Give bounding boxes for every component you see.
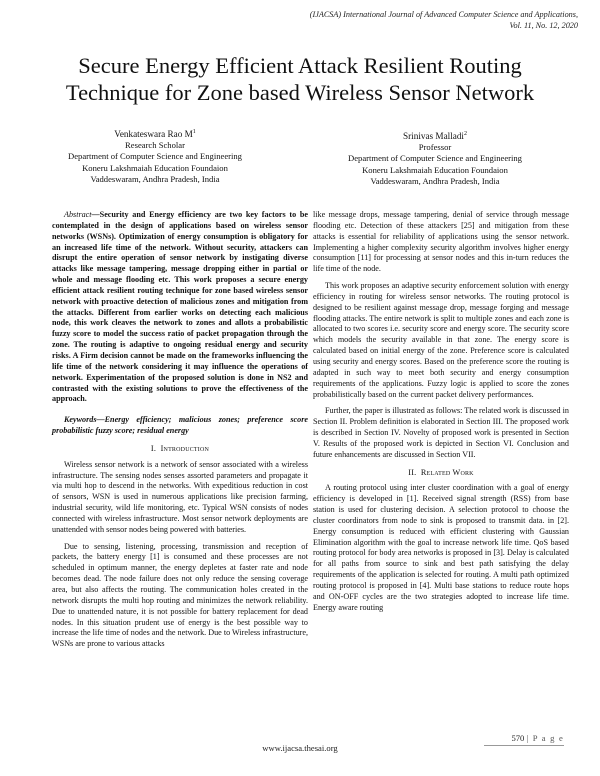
journal-name: (IJACSA) International Journal of Advanced Computer Science and Applications, [309, 10, 578, 19]
left-column [52, 210, 308, 650]
section-heading-introduction: I. Introduction [150, 443, 210, 453]
body-paragraph: Wireless sensor network is a network of sensor associated with a wireless infrastructure. The sensing nodes senses assorted parameters and propagate it via multi hop to descend in the networks. With expeditious reduction in cost of sensors, WSN is used in numerous applications like precision farming, industrial security, wild life monitoring, etc. Typical WSN consists of nodes connected with wireless infrastructure. Most sensor network deployments are unattended with sensor nodes being powered with batteries. [52, 459, 308, 534]
body-paragraph: Further, the paper is illustrated as follows: The related work is discussed in Section II. Problem definition is elaborated in Section III. The proposed work is described in Section IV. Novelty of proposed work is presented in Section V. Results of the proposed work is depicted in Section VI. Conclusion and future enhancements are discussed in Section VII. [313, 406, 569, 459]
author-department: Department of Computer Science and Engineering [68, 151, 242, 162]
page-number: 570 | P a g e [511, 733, 564, 743]
title-line-2: Technique for Zone based Wireless Sensor Network [65, 80, 535, 105]
body-paragraph: like message drops, message tampering, denial of service through message flooding etc. Detection of these attackers [25] and mitigation from these attacks is essential for reliability of applications using the sensor network. Implementing a higher complexity security algorithm involves higher energy consumption [11] for processing at sensor nodes and this in-turn reduces the life time of the node. [313, 210, 569, 274]
body-paragraph: Due to sensing, listening, processing, transmission and reception of packets, the battery energy [1] is consumed and these processes are not scheduled in optimum manner, the energy depletes at faster rate and node becomes dead. The node failure does not only reduce the sensing coverage area, but also affects the routing. The communication holes created in the network disrupts the multi hop routing and minimizes the network reliability. Due to unattended nature, it is not possible for battery replacement for dead nodes. In this situation prudent use of energy is the best possible way to increase the life time of nodes and the network. Due to Wireless infrastructure, WSNs are prone to various attacks [52, 541, 308, 649]
author-organization: Koneru Lakshmaiah Education Foundaion [82, 162, 228, 173]
section-heading-related-work: II. Related Work [408, 467, 474, 477]
abstract-text: —Security and Energy efficiency are two key factors to be contemplated in the design of applications based on wireless sensor networks (WSNs). Optimization of energy consumption is obligatory for an increased life time of the network. Without security, attackers can disrupt the entire operation of sensor network by instigating diverse attacks like message tampering, message dropping either in partial or whole and message flooding etc. This work proposes a secure energy efficient attack resilient routing technique for zone based wireless sensor network with proactive detection of malicious zones and mitigation from the attacks. Different from earlier works on detecting each malicious node, this work cleaves the network to zones and allots a probabilistic fuzzy score to model the success ratio of packet propagation through the zone. The routing is adaptive to ongoing residual energy and security risks. A Firm decision cannot be made on the frameworks influencing the life time of the network considering it may influence the operations of network. Experimentation of the proposed solution is done in NS2 and contrasted with the existing solutions to prove the effectiveness of the approach. [52, 210, 308, 404]
author-role: Research Scholar [125, 140, 185, 151]
body-paragraph: A routing protocol using inter cluster coordination with a goal of energy efficiency is developed in [1]. Received signal strength (RSS) from base station is used for clustering decision. A selection protocol to choose the cluster coordinators from node to sink is proposed to transmit data. in [2]. Energy consumption is reduced with efficient clustering with Gaussian Elimination algorithm with the goal to increase network life time. QoS based routing protocol for body area networks is proposed in [3]. Delay is calculated for all paths from source to sink and best path satisfying the delay requirements of the application is selected for routing. A multi path optimized routing protocol is proposed in [4]. Multi base stations to reduce route hops and ON-OFF cycles are the two strategies adopted to increase life time. Energy aware routing [313, 483, 569, 612]
author-role: Professor [418, 142, 452, 153]
author-organization: Koneru Lakshmaiah Education Foundaion [362, 164, 508, 175]
abstract-label: Abstract [64, 210, 92, 219]
author-location: Vaddeswaram, Andhra Pradesh, India [90, 173, 220, 184]
author-location: Vaddeswaram, Andhra Pradesh, India [370, 175, 500, 186]
title-line-1: Secure Energy Efficient Attack Resilient Routing [78, 53, 522, 78]
keywords: Keywords—Energy efficiency; malicious zones; preference score probabilistic fuzzy score; residual energy [52, 415, 308, 436]
journal-volume: Vol. 11, No. 12, 2020 [509, 21, 578, 30]
author-name: Srinivas Malladi$^2$ [403, 131, 467, 142]
author-block-2 [300, 129, 570, 187]
journal-header [218, 9, 578, 31]
author-department: Department of Computer Science and Engineering [348, 153, 522, 164]
author-block-1 [20, 127, 290, 185]
paper-title [40, 52, 560, 106]
body-paragraph: This work proposes an adaptive security enforcement solution with energy efficiency in routing for wireless sensor networks. The routing protocol is designed to be resilient against message drop, message forging and message flooding attacks. The entire network is split to multiple zones and each zone is allocated to two scores i.e. security score and energy score. The security score which models the security available in that zone. The energy score is calculated based on initial energy of the zone. Preference score is calculated using security and energy scores. Based on the preference score the routing is adapted in such way to meet both security and energy consumption requirements of the applications. Fuzzy logic is applied to score the zones probabilistically based on the current packet delivery performances. [313, 281, 569, 399]
right-column [313, 210, 569, 614]
abstract [52, 210, 308, 405]
footer-url[interactable]: www.ijacsa.thesai.org [262, 743, 338, 753]
author-name: Venkateswara Rao $M^1$ [114, 129, 196, 140]
